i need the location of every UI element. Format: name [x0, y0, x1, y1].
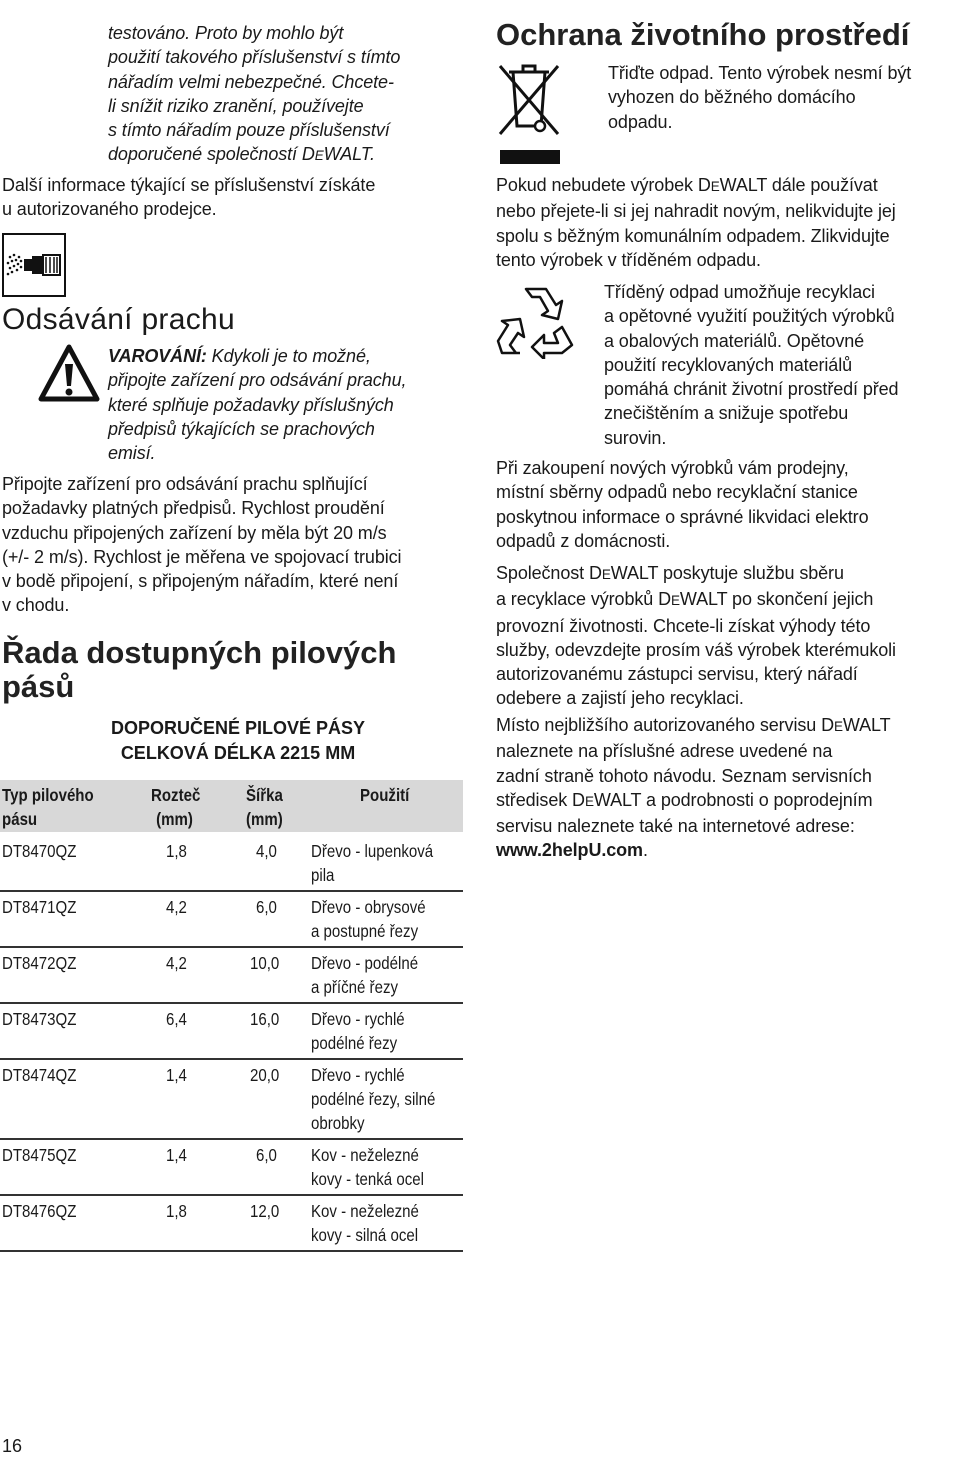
- text-fragment: .: [642, 840, 648, 861]
- text-line: v chodu.: [2, 595, 70, 616]
- environment-heading: Ochrana životního prostředí: [496, 17, 910, 52]
- cell-use-line: kovy - tenká ocel: [311, 1169, 424, 1189]
- text-fragment: E: [833, 719, 843, 734]
- text-fragment: a recyklace výrobků D: [496, 589, 671, 610]
- text-line: Třiďte odpad. Tento výrobek nesmí být: [608, 63, 912, 83]
- table-row: [0, 836, 463, 892]
- cell-use: [311, 839, 433, 887]
- text-line: místní sběrny odpadů nebo recyklační stanice: [496, 482, 858, 503]
- text-line: [108, 142, 458, 168]
- text-fragment: Místo nejbližšího autorizovaného servisu D: [496, 715, 834, 735]
- text-line: připojte zařízení pro odsávání prachu,: [108, 370, 407, 391]
- text-line: s tímto nářadím pouze příslušenství: [108, 120, 390, 141]
- nearest-service-paragraph: [496, 713, 958, 863]
- cell-use: [311, 951, 418, 999]
- heading-line: pásů: [2, 669, 75, 704]
- cell-use-line: a příčné řezy: [311, 977, 398, 997]
- recycle-paragraph: [604, 280, 956, 450]
- cell-width: 4,0: [256, 841, 277, 861]
- text-fragment: E: [670, 593, 680, 609]
- cell-use: [311, 895, 426, 943]
- header-pitch: [151, 783, 200, 831]
- text-line: testováno. Proto by mohlo být: [108, 23, 344, 43]
- table-title: [88, 716, 388, 765]
- header-type: [2, 783, 94, 831]
- text-line: [108, 344, 463, 368]
- table-title-line: DOPORUČENÉ PILOVÉ PÁSY: [110, 718, 366, 738]
- text-fragment: středisek D: [496, 789, 585, 810]
- website-link[interactable]: www.2helpU.com: [496, 840, 643, 861]
- cell-width: 6,0: [256, 1145, 277, 1165]
- text-fragment: E: [314, 148, 324, 164]
- text-line: li snížit riziko zranění, používejte: [108, 95, 364, 116]
- cell-type: DT8472QZ: [2, 953, 77, 973]
- text-fragment: WALT: [842, 715, 891, 735]
- text-line: Další informace týkající se příslušenství získáte: [2, 175, 376, 195]
- cell-width: 10,0: [250, 953, 280, 973]
- header-line: (mm): [246, 809, 283, 829]
- intro-italic-paragraph: [108, 21, 458, 169]
- cell-use: [311, 1199, 419, 1247]
- cell-type: DT8475QZ: [2, 1145, 77, 1165]
- table-row: [0, 1140, 463, 1196]
- blades-heading: [2, 636, 396, 704]
- cell-type: DT8470QZ: [2, 841, 77, 861]
- cell-use-line: Dřevo - obrysové: [311, 897, 426, 917]
- cell-pitch: 6,4: [166, 1009, 187, 1029]
- cell-use: [311, 1143, 424, 1191]
- text-line: emisí.: [108, 443, 156, 464]
- warning-paragraph: [108, 344, 463, 465]
- text-line: [496, 587, 958, 613]
- table-title-line: CELKOVÁ DÉLKA 2215 MM: [120, 742, 356, 763]
- text-line: (+/- 2 m/s). Rychlost je měřena ve spojovací trubici: [2, 546, 402, 567]
- text-line: [496, 838, 958, 862]
- text-fragment: WALT po skončení jejich: [679, 589, 874, 610]
- text-line: nářadím velmi nebezpečné. Chcete-: [108, 71, 394, 92]
- dust-body-paragraph: [2, 472, 464, 618]
- header-line: pásu: [2, 809, 38, 829]
- heading-line: Řada dostupných pilových: [2, 635, 397, 670]
- text-fragment: doporučené společností D: [108, 144, 315, 165]
- warning-label: VAROVÁNÍ:: [108, 346, 207, 366]
- cell-width: 12,0: [250, 1201, 280, 1221]
- cell-use-line: obrobky: [311, 1113, 365, 1133]
- text-fragment: E: [710, 179, 720, 194]
- header-width: [246, 783, 283, 831]
- text-line: Připojte zařízení pro odsávání prachu splňující: [2, 474, 368, 494]
- text-line: použití recyklovaných materiálů: [604, 354, 853, 375]
- text-line: Tříděný odpad umožňuje recyklaci: [604, 282, 875, 302]
- cell-pitch: 1,8: [166, 841, 187, 861]
- text-line: služby, odevzdejte prosím váš výrobek kterémukoli: [496, 639, 896, 660]
- cell-use: [311, 1063, 435, 1135]
- table-row: [0, 1060, 463, 1140]
- header-use: Použití: [360, 785, 410, 805]
- text-line: autorizovanému zástupci servisu, který nářadí: [496, 664, 858, 685]
- text-line: [496, 788, 958, 814]
- cell-pitch: 1,4: [166, 1145, 187, 1165]
- text-line: vyhozen do běžného domácího: [608, 87, 856, 108]
- dust-extraction-icon: [2, 233, 66, 297]
- cell-use: [311, 1007, 405, 1055]
- text-line: surovin.: [604, 427, 667, 448]
- cell-type: DT8473QZ: [2, 1009, 77, 1029]
- header-line: Šířka: [246, 785, 283, 805]
- text-line: vzduchu připojených zařízení by měla být 20 m/s: [2, 522, 387, 543]
- table-header: [0, 780, 463, 832]
- text-line: u autorizovaného prodejce.: [2, 199, 217, 220]
- recycle-icon: [496, 283, 576, 359]
- text-line: pomáhá chránit životní prostředí před: [604, 379, 899, 400]
- text-line: a opětovné využití použitých výrobků: [604, 306, 895, 327]
- text-line: zadní straně tohoto návodu. Seznam servisních: [496, 765, 872, 786]
- table-row: [0, 892, 463, 948]
- replace-paragraph: [496, 173, 956, 272]
- cell-use-line: Kov - neželezné: [311, 1201, 419, 1221]
- more-info-paragraph: [2, 173, 462, 222]
- text-line: požadavky platných předpisů. Rychlost proudění: [2, 498, 385, 519]
- cell-use-line: Dřevo - podélné: [311, 953, 419, 973]
- text-line: Při zakoupení nových výrobků vám prodejny,: [496, 458, 849, 478]
- text-line: [496, 561, 958, 587]
- cell-use-line: kovy - silná ocel: [311, 1225, 419, 1245]
- header-line: Rozteč: [151, 785, 201, 805]
- table-row: [0, 1196, 463, 1252]
- text-line: použití takového příslušenství s tímto: [108, 47, 401, 68]
- text-fragment: Kdykoli je to možné,: [206, 346, 371, 366]
- cell-pitch: 1,8: [166, 1201, 187, 1221]
- text-line: nebo přejete-li si jej nahradit novým, nelikvidujte jej: [496, 201, 896, 222]
- cell-type: DT8471QZ: [2, 897, 77, 917]
- text-line: a obalových materiálů. Opětovné: [604, 330, 865, 351]
- header-line: (mm): [156, 809, 193, 829]
- text-line: znečištěním a snižuje spotřebu: [604, 403, 849, 424]
- text-line: [496, 713, 958, 739]
- text-fragment: E: [584, 793, 594, 809]
- text-line: odpadů z domácnosti.: [496, 530, 671, 551]
- cell-use-line: Dřevo - rychlé: [311, 1009, 405, 1029]
- text-fragment: WALT poskytuje službu sběru: [610, 563, 844, 583]
- sort-waste-paragraph: [608, 61, 958, 134]
- cell-use-line: podélné řezy: [311, 1033, 398, 1053]
- cell-width: 6,0: [256, 897, 277, 917]
- text-line: [496, 173, 956, 199]
- page-number: 16: [2, 1436, 23, 1456]
- text-fragment: WALT.: [323, 144, 375, 165]
- cell-width: 16,0: [250, 1009, 280, 1029]
- text-line: naleznete na příslušné adrese uvedené na: [496, 741, 833, 762]
- text-line: servisu naleznete také na internetové adrese:: [496, 816, 855, 837]
- cell-width: 20,0: [250, 1065, 280, 1085]
- cell-use-line: Kov - neželezné: [311, 1145, 419, 1165]
- cell-type: DT8474QZ: [2, 1065, 77, 1085]
- text-line: které splňuje požadavky příslušných: [108, 394, 394, 415]
- cell-pitch: 1,4: [166, 1065, 187, 1085]
- text-line: odpadu.: [608, 111, 673, 132]
- text-line: spolu s běžným komunálním odpadem. Zlikvidujte: [496, 225, 890, 246]
- table-row: [0, 1004, 463, 1060]
- dust-heading: Odsávání prachu: [2, 303, 235, 336]
- table-row: [0, 948, 463, 1004]
- blade-table: [0, 780, 463, 1245]
- cell-use-line: a postupné řezy: [311, 921, 419, 941]
- text-line: tento výrobek v tříděném odpadu.: [496, 249, 761, 270]
- cell-pitch: 4,2: [166, 953, 187, 973]
- cell-use-line: Dřevo - lupenková: [311, 841, 434, 861]
- service-paragraph: [496, 561, 958, 711]
- text-fragment: Společnost D: [496, 563, 602, 583]
- text-line: v bodě připojení, s připojeným nářadím, které není: [2, 571, 399, 592]
- text-line: poskytnou informace o správné likvidaci elektro: [496, 506, 869, 527]
- cell-use-line: podélné řezy, silné: [311, 1089, 436, 1109]
- text-fragment: WALT a podrobnosti o poprodejním: [593, 789, 873, 810]
- text-fragment: E: [601, 567, 611, 582]
- text-line: odebere a zajistí jeho recyklaci.: [496, 688, 744, 709]
- header-line: Typ pilového: [2, 785, 94, 805]
- text-fragment: Pokud nebudete výrobek D: [496, 175, 711, 195]
- local-disposal-paragraph: [496, 456, 956, 553]
- cell-type: DT8476QZ: [2, 1201, 77, 1221]
- cell-use-line: Dřevo - rychlé: [311, 1065, 405, 1085]
- text-fragment: WALT dále používat: [719, 175, 878, 195]
- text-line: předpisů týkajících se prachových: [108, 418, 375, 439]
- warning-triangle-icon: [38, 344, 100, 402]
- cell-pitch: 4,2: [166, 897, 187, 917]
- cell-use-line: pila: [311, 865, 335, 885]
- crossed-bin-icon: [496, 60, 562, 166]
- text-line: provozní životnosti. Chcete-li získat výhody této: [496, 615, 871, 636]
